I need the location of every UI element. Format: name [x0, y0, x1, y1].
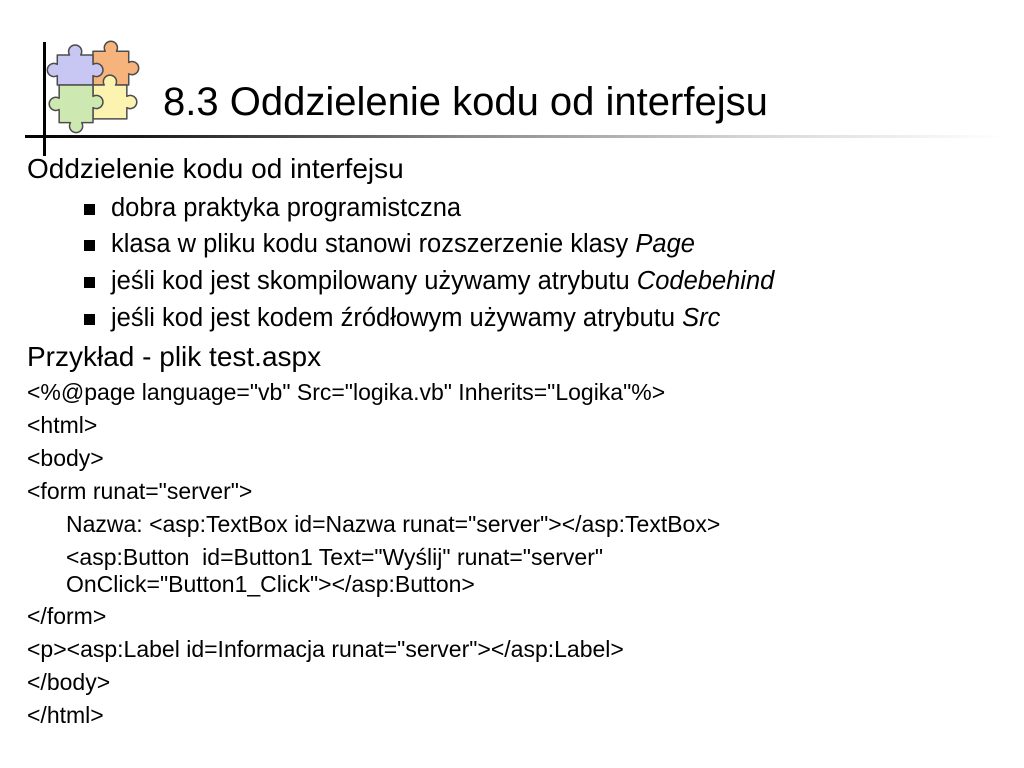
slide-title: 8.3 Oddzielenie kodu od interfejsu: [163, 80, 768, 124]
code-line: </body>: [27, 669, 111, 695]
code-line: <p><asp:Label id=Informacja runat="server"></asp:Label>: [27, 636, 624, 662]
bullet-term: Src: [682, 304, 721, 332]
bullet-item: [84, 195, 461, 221]
bullet-term: Page: [635, 230, 695, 258]
code-line: </form>: [27, 603, 107, 629]
example-heading: Przykład - plik test.aspx: [27, 341, 322, 372]
puzzle-icon: [46, 36, 140, 136]
code-line: <body>: [27, 445, 104, 471]
bullet-text: jeśli kod jest kodem źródłowym używamy atrybutu: [111, 304, 683, 332]
topic-heading: Oddzielenie kodu od interfejsu: [27, 153, 404, 184]
code-line: Nazwa: <asp:TextBox id=Nazwa runat="server"></asp:TextBox>: [66, 511, 721, 537]
bullet-item: [84, 305, 720, 331]
bullet-item: [84, 268, 774, 294]
bullet-item: [84, 231, 695, 257]
code-line: OnClick="Button1_Click"></asp:Button>: [66, 571, 475, 597]
code-line: <%@page language="vb" Src="logika.vb" Inherits="Logika"%>: [27, 379, 666, 405]
horizontal-rule: [25, 135, 1005, 138]
bullet-text: klasa w pliku kodu stanowi rozszerzenie klasy: [111, 230, 636, 258]
square-bullet-icon: [84, 204, 95, 215]
square-bullet-icon: [84, 277, 95, 288]
square-bullet-icon: [84, 314, 95, 325]
square-bullet-icon: [84, 240, 95, 251]
bullet-text: jeśli kod jest skompilowany używamy atrybutu: [111, 267, 637, 295]
code-line: <html>: [27, 412, 98, 438]
bullet-term: Codebehind: [636, 267, 775, 295]
code-line: </html>: [27, 702, 104, 728]
code-line: <form runat="server">: [27, 478, 253, 504]
code-line: <asp:Button id=Button1 Text="Wyślij" runat="server": [66, 544, 604, 570]
bullet-text: dobra praktyka programistczna: [111, 194, 462, 222]
